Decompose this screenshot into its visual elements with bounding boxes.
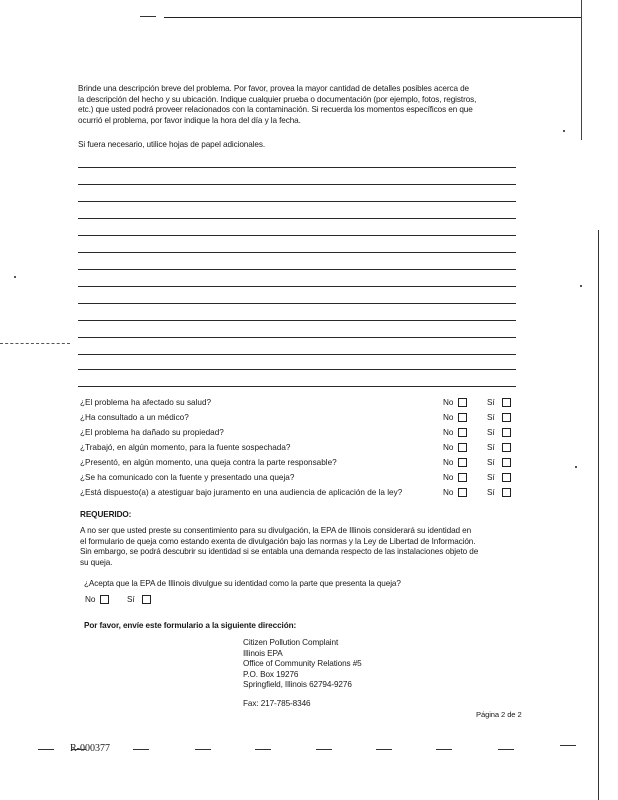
- yes-label: Sí: [487, 473, 495, 482]
- writing-line[interactable]: [78, 252, 516, 253]
- no-checkbox[interactable]: [458, 488, 467, 497]
- yes-label: Sí: [487, 428, 495, 437]
- writing-line[interactable]: [78, 269, 516, 270]
- scan-mark: [560, 745, 576, 746]
- writing-line[interactable]: [78, 218, 516, 219]
- writing-line[interactable]: [78, 354, 516, 355]
- writing-line[interactable]: [78, 320, 516, 321]
- no-label: No: [443, 398, 454, 407]
- no-checkbox[interactable]: [458, 428, 467, 437]
- scan-mark: [316, 749, 332, 750]
- consent-yes-label: Sí: [127, 595, 135, 604]
- scan-mark: [436, 749, 452, 750]
- question-text: ¿El problema ha afectado su salud?: [80, 398, 212, 407]
- scan-speck: [563, 130, 565, 132]
- yes-label: Sí: [487, 488, 495, 497]
- yes-label: Sí: [487, 413, 495, 422]
- no-label: No: [443, 473, 454, 482]
- required-line: su queja.: [80, 557, 113, 567]
- no-label: No: [443, 458, 454, 467]
- question-text: ¿Se ha comunicado con la fuente y presentado una queja?: [80, 473, 295, 482]
- fax-number: Fax: 217-785-8346: [243, 699, 311, 708]
- writing-line[interactable]: [78, 184, 516, 185]
- consent-no-checkbox[interactable]: [100, 595, 109, 604]
- intro-line: ocurrió el problema, por favor indique la hora del día y la fecha.: [78, 115, 301, 125]
- yes-checkbox[interactable]: [502, 473, 511, 482]
- scan-mark: [498, 749, 514, 750]
- no-checkbox[interactable]: [458, 413, 467, 422]
- writing-line[interactable]: [78, 303, 516, 304]
- writing-line[interactable]: [78, 369, 516, 370]
- consent-question: ¿Acepta que la EPA de Illinois divulgue su identidad como la parte que presenta la queja?: [84, 579, 401, 588]
- yes-checkbox[interactable]: [502, 428, 511, 437]
- scan-speck: [14, 276, 16, 278]
- no-checkbox[interactable]: [458, 473, 467, 482]
- writing-line[interactable]: [78, 286, 516, 287]
- question-text: ¿Trabajó, en algún momento, para la fuente sospechada?: [80, 443, 291, 452]
- scan-right-edge-lower: [598, 230, 599, 800]
- yes-checkbox[interactable]: [502, 443, 511, 452]
- writing-line[interactable]: [78, 337, 516, 338]
- consent-yes-checkbox[interactable]: [142, 595, 151, 604]
- page-number: Página 2 de 2: [476, 710, 522, 719]
- writing-line[interactable]: [78, 167, 516, 168]
- required-paragraph: [80, 526, 550, 568]
- bates-number: R-000377: [70, 743, 110, 754]
- intro-line: etc.) que usted podrá proveer relacionados con la contaminación. Si recuerda los momentos específicos en que: [78, 105, 473, 115]
- yes-checkbox[interactable]: [502, 458, 511, 467]
- scan-mark: [133, 749, 149, 750]
- scan-mark: [376, 749, 392, 750]
- intro-line: Brinde una descripción breve del problema. Por favor, provea la mayor cantidad de detalles posibles acerca de: [78, 84, 469, 93]
- writing-line[interactable]: [78, 235, 516, 236]
- yes-label: Sí: [487, 398, 495, 407]
- writing-line[interactable]: [78, 201, 516, 202]
- address-line: Office of Community Relations #5: [243, 659, 362, 669]
- no-label: No: [443, 443, 454, 452]
- address-line: P.O. Box 19276: [243, 669, 299, 679]
- scan-mark: [140, 16, 156, 17]
- question-text: ¿Está dispuesto(a) a atestiguar bajo juramento en una audiencia de aplicación de la ley?: [80, 488, 403, 497]
- question-text: ¿El problema ha dañado su propiedad?: [80, 428, 224, 437]
- yes-label: Sí: [487, 443, 495, 452]
- no-label: No: [443, 413, 454, 422]
- required-line: A no ser que usted preste su consentimiento para su divulgación, la EPA de Illinois considerará su identidad en: [80, 526, 472, 535]
- yes-checkbox[interactable]: [502, 488, 511, 497]
- yes-checkbox[interactable]: [502, 398, 511, 407]
- address-line: Springfield, Illinois 62794-9276: [243, 680, 352, 690]
- scan-mark: [195, 749, 211, 750]
- question-text: ¿Presentó, en algún momento, una queja contra la parte responsable?: [80, 458, 337, 467]
- required-line: Sin embargo, se podrá descubrir su identidad si se entabla una demanda respecto de las instalaciones objeto de: [80, 547, 479, 557]
- scan-right-edge: [581, 0, 582, 140]
- scan-speck: [575, 466, 577, 468]
- no-label: No: [443, 428, 454, 437]
- address-line: Citizen Pollution Complaint: [243, 638, 339, 647]
- intro-paragraph: [78, 84, 548, 126]
- required-line: el formulario de queja como estando exenta de divulgación bajo las normas y la Ley de Libertad de Información.: [80, 536, 476, 546]
- mailing-address: [243, 638, 362, 691]
- no-checkbox[interactable]: [458, 458, 467, 467]
- consent-no-label: No: [85, 595, 96, 604]
- no-checkbox[interactable]: [458, 398, 467, 407]
- scan-speck: [580, 285, 582, 287]
- writing-line[interactable]: [78, 386, 516, 387]
- required-heading: REQUERIDO:: [80, 510, 132, 519]
- send-instruction: Por favor, envíe este formulario a la siguiente dirección:: [84, 621, 297, 630]
- yes-checkbox[interactable]: [502, 413, 511, 422]
- extra-sheets-note: Si fuera necesario, utilice hojas de papel adicionales.: [78, 140, 266, 149]
- address-line: Illinois EPA: [243, 648, 283, 658]
- yes-label: Sí: [487, 458, 495, 467]
- no-label: No: [443, 488, 454, 497]
- scan-mark: [255, 749, 271, 750]
- scan-top-edge: [164, 17, 582, 18]
- no-checkbox[interactable]: [458, 443, 467, 452]
- scan-mark: [0, 343, 70, 344]
- intro-line: la descripción del hecho y su ubicación. Indique cualquier prueba o documentación (por ejemplo, fotos, registros,: [78, 94, 477, 104]
- question-text: ¿Ha consultado a un médico?: [80, 413, 189, 422]
- scan-mark: [72, 749, 86, 750]
- scan-mark: [38, 749, 54, 750]
